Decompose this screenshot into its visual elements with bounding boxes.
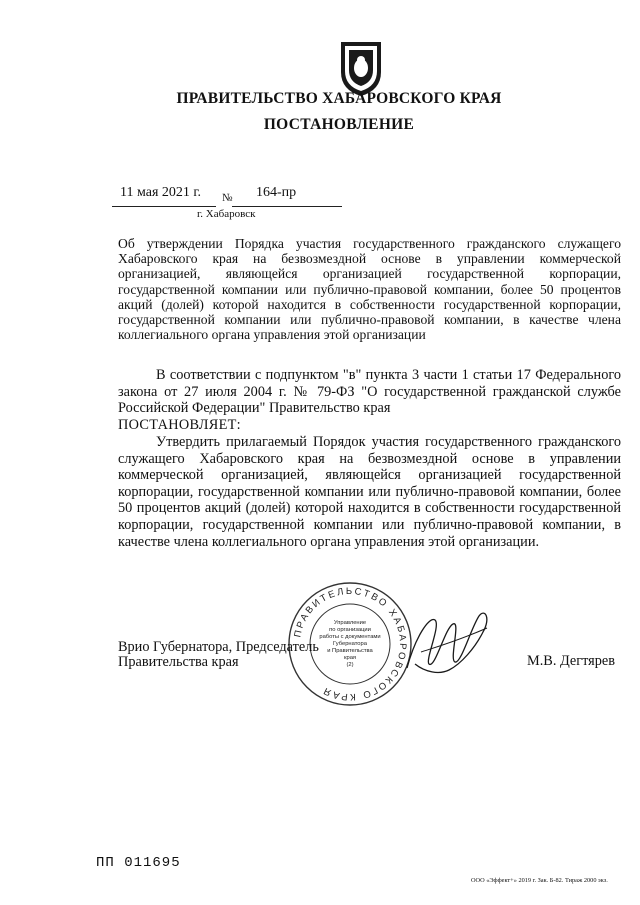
document-subject: Об утверждении Порядка участия государственного гражданского служащего Хабаровского края на безвозмездной основе в управлении коммерческой организацией, являющейся организацией государственной корпорации, государственной компании или публично-правовой компании, более 50 процентов акций (долей) которой находится в собственности государственной корпорации, государственной компании или публично-правовой компании, в качестве члена коллегиального органа управления этой организации (118, 236, 621, 343)
form-serial-code: ПП 011695 (96, 855, 181, 871)
handwritten-signature (395, 598, 500, 690)
stamp-line-4: Губернатора (333, 641, 367, 647)
org-title: ПРАВИТЕЛЬСТВО ХАБАРОВСКОГО КРАЯ (176, 90, 502, 107)
date-underline (112, 206, 216, 207)
number-label: № (222, 192, 233, 204)
stamp-line-3: работы с документами (319, 634, 381, 640)
preamble-paragraph (118, 367, 621, 417)
stamp-line-6: края (343, 655, 357, 661)
signatory-position-line-1: Врио Губернатора, Председатель (118, 639, 319, 655)
stamp-ring-text: ПРАВИТЕЛЬСТВО ХАБАРОВСКОГО КРАЯ (292, 585, 409, 703)
document-type: ПОСТАНОВЛЕНИЕ (263, 116, 415, 133)
signatory-position-line-2: Правительства края (118, 654, 239, 670)
coat-of-arms-emblem (337, 38, 385, 98)
signatory-position (118, 640, 319, 670)
document-date: 11 мая 2021 г. (120, 185, 202, 200)
printer-imprint: ООО «Эффект+» 2019 г. Зак. Б-82. Тираж 2000 экз. (471, 877, 608, 884)
city-label: г. Хабаровск (197, 208, 256, 220)
decision-paragraph (118, 434, 621, 550)
decision-text: Утвердить прилагаемый Порядок участия государственного гражданского служащего Хабаровского края на безвозмездной основе в управлении коммерческой организацией, являющейся организацией государственной корпорации, государственной компании или публично-правовой компании, более 50 процентов акций (долей) которой находится в собственности государственной корпорации, государственной компании или публично-правовой компании, в качестве члена коллегиального органа управления этой организации. (118, 434, 621, 550)
decree-heading: ПОСТАНОВЛЯЕТ: (118, 417, 241, 433)
stamp-line-5: и Правительства (327, 648, 373, 654)
stamp-line-2: по организации (329, 627, 371, 633)
preamble-text: В соответствии с подпунктом "в" пункта 3 части 1 статьи 17 Федерального закона от 27 июля 2004 г. № 79-ФЗ "О государственной гражданской службе Российской Федерации" Правительство края (118, 367, 621, 417)
stamp-line-1: Управление (333, 620, 367, 626)
document-number: 164-пр (256, 185, 297, 200)
stamp-line-7: (2) (346, 662, 354, 668)
number-underline (232, 206, 342, 207)
signatory-name: М.В. Дегтярев (527, 653, 615, 669)
